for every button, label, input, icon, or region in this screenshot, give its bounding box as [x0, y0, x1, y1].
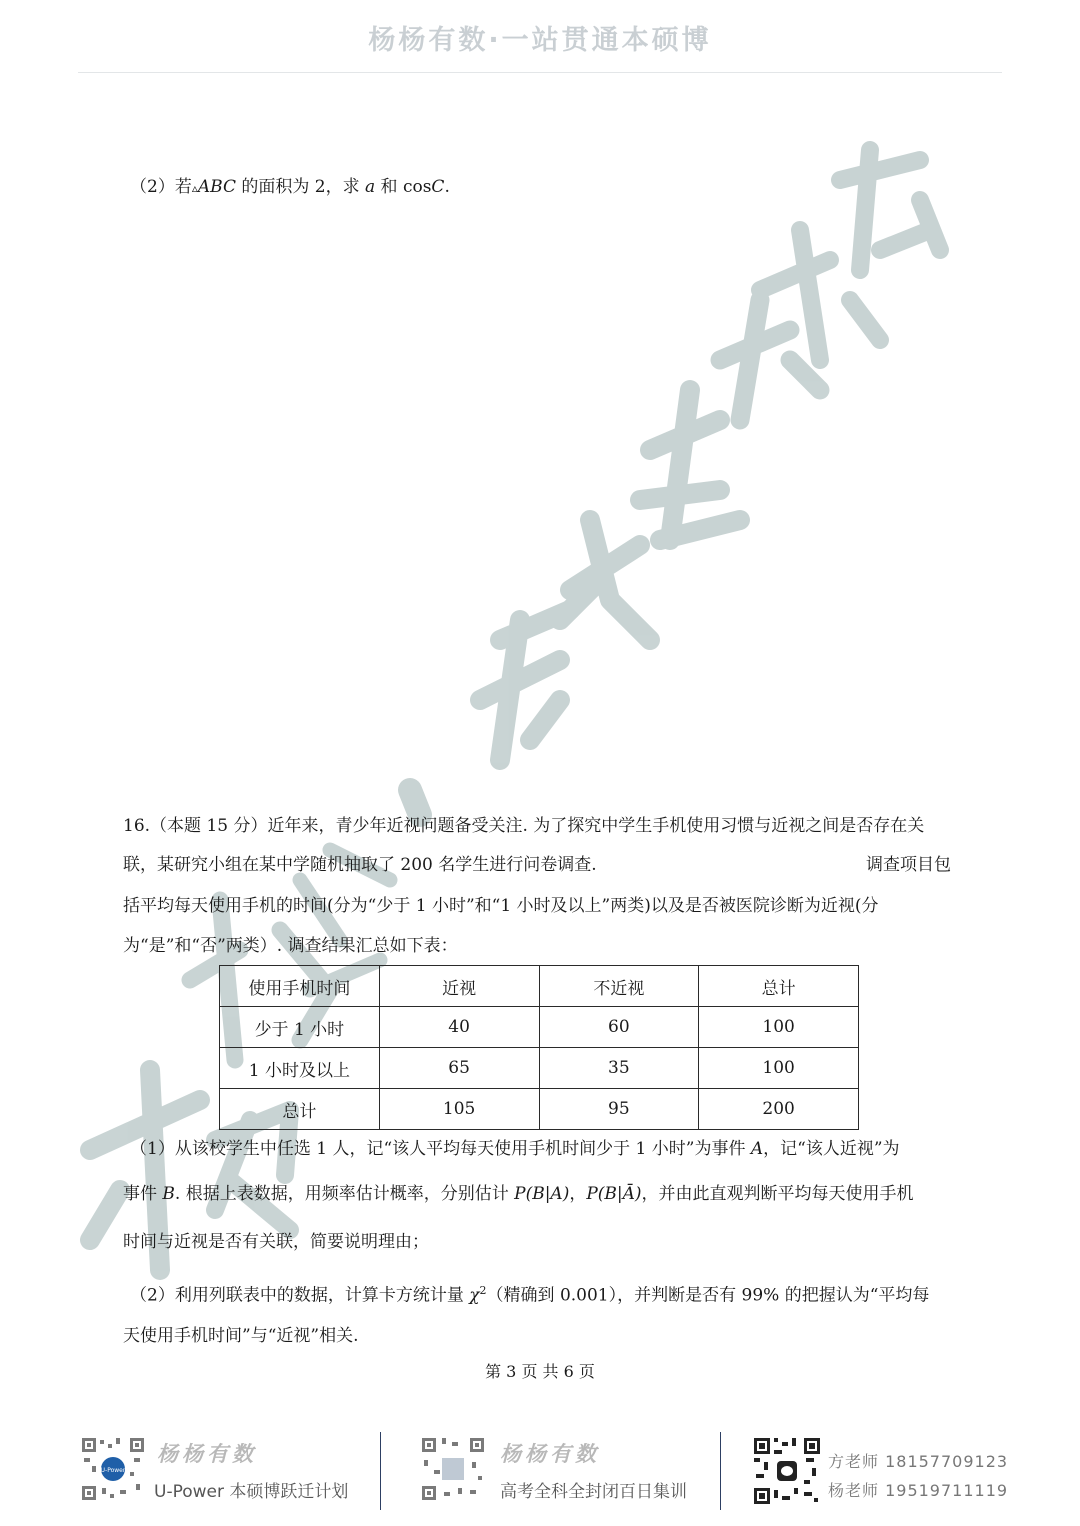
part2-prompt: （2）若▵ABC 的面积为 2，求 a 和 cosC.: [130, 177, 450, 197]
table-cell: 105: [379, 1089, 539, 1130]
footer-brand: 杨杨有数: [157, 1441, 257, 1466]
table-cell: 200: [699, 1089, 859, 1130]
subquestion-1-line: （1）从该校学生中任选 1 人，记“该人平均每天使用手机时间少于 1 小时”为事件 A，记“该人近视”为: [130, 1139, 900, 1159]
header-divider: [78, 72, 1002, 73]
qr-code-icon: [752, 1436, 822, 1506]
table-cell: 总计: [220, 1089, 380, 1130]
subquestion-2-line: 天使用手机时间”与“近视”相关.: [123, 1326, 359, 1346]
table-cell: 40: [379, 1007, 539, 1048]
footer-brand: 杨杨有数: [500, 1441, 600, 1466]
footer-divider: [720, 1432, 721, 1510]
table-cell: 35: [539, 1048, 699, 1089]
table-header-cell: 近视: [379, 966, 539, 1007]
subquestion-1-line: 时间与近视是否有关联，简要说明理由；: [123, 1232, 429, 1252]
footer-slogan: 高考全科全封闭百日集训: [500, 1482, 687, 1502]
qr-code-icon: [80, 1436, 146, 1502]
table-header-row: [220, 966, 859, 1007]
contact-phone: 杨老师 19519711119: [828, 1481, 1009, 1500]
table-cell: 100: [699, 1048, 859, 1089]
table-cell: 少于 1 小时: [220, 1007, 380, 1048]
table-row: [220, 1048, 859, 1089]
question-16-line: 联，某研究小组在某中学随机抽取了 200 名学生进行问卷调查.: [123, 855, 597, 875]
question-16-line: 16.（本题 15 分）近年来，青少年近视问题备受关注. 为了探究中学生手机使用习惯与近视之间是否存在关: [123, 816, 925, 836]
question-16-line: 调查项目包: [866, 855, 951, 875]
table-row: [220, 1089, 859, 1130]
footer-divider: [380, 1432, 381, 1510]
table-header-cell: 使用手机时间: [220, 966, 380, 1007]
contingency-table: [219, 965, 859, 1130]
table-header-cell: 不近视: [539, 966, 699, 1007]
page-number: 第 3 页 共 6 页: [485, 1362, 595, 1381]
footer-slogan: U-Power 本硕博跃迁计划: [154, 1482, 349, 1502]
question-16-line: 括平均每天使用手机的时间(分为“少于 1 小时”和“1 小时及以上”两类)以及是否被医院诊断为近视(分: [123, 896, 879, 916]
header-title: 杨杨有数·一站贯通本硕博: [368, 25, 712, 56]
table-header-cell: 总计: [699, 966, 859, 1007]
contact-phone: 方老师 18157709123: [828, 1452, 1009, 1471]
qr-code-icon: [420, 1436, 486, 1502]
table-cell: 95: [539, 1089, 699, 1130]
table-row: [220, 1007, 859, 1048]
table-cell: 100: [699, 1007, 859, 1048]
svg-text:U-Power: U-Power: [100, 1467, 126, 1474]
subquestion-1-line: 事件 B. 根据上表数据，用频率估计概率，分别估计 P(B|A)，P(B|Ā)，并由此直观判断平均每天使用手机: [123, 1184, 914, 1204]
table-cell: 65: [379, 1048, 539, 1089]
question-16-line: 为“是”和“否”两类）. 调查结果汇总如下表：: [123, 936, 458, 956]
table-cell: 60: [539, 1007, 699, 1048]
subquestion-2-line: （2）利用列联表中的数据，计算卡方统计量 $\chi^2$（精确到 0.001），并判断是否有 99% 的把握认为“平均每: [130, 1284, 930, 1306]
table-cell: 1 小时及以上: [220, 1048, 380, 1089]
